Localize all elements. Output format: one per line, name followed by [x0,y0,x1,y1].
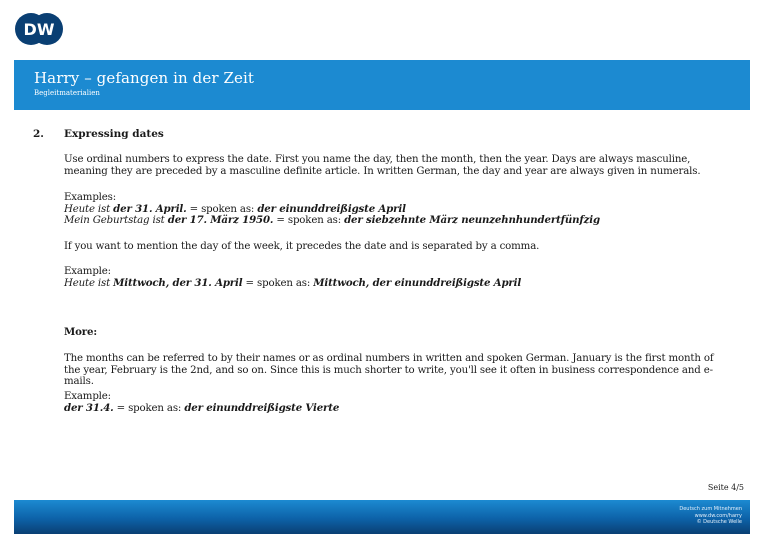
dw-logo [14,12,64,46]
page-number: Seite 4/5 [707,483,744,492]
examples-label: Examples: [64,192,117,203]
example-line-3 [64,278,724,290]
example-1-date: der 31. April. [113,202,187,215]
example-3-spoken-label: = spoken as: [242,277,314,289]
header-band [14,60,750,110]
example-3-date: Mittwoch, der 31. April [113,276,243,289]
more-example-block [64,391,724,414]
example-1-spoken-label: = spoken as: [186,203,258,215]
section-number: 2. [33,128,44,140]
example-2-date: der 17. März 1950. [167,214,274,226]
example-2-spoken: der siebzehnte März neunzehnhundertfünfzig [344,214,600,226]
intro-paragraph: Use ordinal numbers to express the date. First you name the day, then the month, then the year. Days are always masculine, meaning they are preceded by a masculine definite article. In written German, the day and year are always given in numerals. [64,154,701,177]
example-2-spoken-label: = spoken as: [273,215,345,226]
example-2-prefix: Mein Geburtstag ist [64,215,168,226]
examples-block [64,192,724,227]
footer-line-3: © Deutsche Welle [696,519,742,525]
weekday-paragraph: If you want to mention the day of the week, it precedes the date and is separated by a comma. [64,241,540,252]
page-title: Harry – gefangen in der Zeit [34,69,254,87]
example-line-2 [64,215,724,227]
more-title: More: [64,326,97,338]
weekday-example-label: Example: [64,266,111,277]
footer-line-1: Deutsch zum Mitnehmen [679,506,742,512]
more-paragraph: The months can be referred to by their names or as ordinal numbers in written and spoken German. January is the first month of the year, February is the 2nd, and so on. Since this is much shorter to write, you'll see it often in business correspondence and e-mails. [64,353,714,387]
example-1-prefix: Heute ist [64,203,114,215]
example-1-spoken: der einunddreißigste April [257,202,406,215]
example-line-4 [64,403,724,415]
example-4-date: der 31.4. [64,401,114,414]
example-4-spoken: der einunddreißigste Vierte [184,401,340,414]
dw-logo-text: DW [23,20,55,39]
example-4-spoken-label: = spoken as: [113,402,185,414]
footer-text [679,506,742,526]
section-title: Expressing dates [64,128,164,140]
example-3-prefix: Heute ist [64,277,114,289]
example-3-spoken: Mittwoch, der einunddreißigste April [313,276,522,289]
weekday-example-block [64,266,724,289]
footer-band [14,500,750,534]
footer-line-2: www.dw.com/harry [694,512,742,519]
more-example-label: Example: [64,391,111,402]
page-subtitle: Begleitmaterialien [34,89,100,97]
